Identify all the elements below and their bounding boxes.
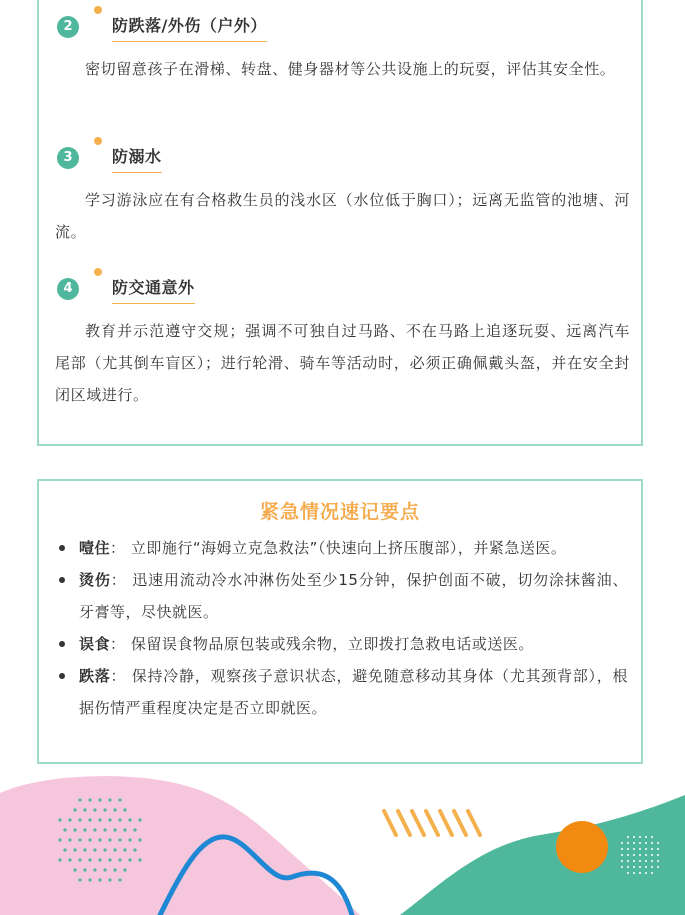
dot	[108, 838, 111, 841]
dot	[98, 878, 101, 881]
list-item	[55, 564, 628, 628]
dot	[651, 854, 653, 856]
dot	[123, 848, 126, 851]
item-text: 保留误食物品原包装或残余物，立即拨打急救电话或送医。	[130, 635, 534, 653]
dot	[633, 848, 635, 850]
item-term: 噎住	[79, 539, 111, 557]
dot	[113, 868, 116, 871]
emergency-list	[55, 532, 628, 724]
dot	[68, 838, 71, 841]
dot	[118, 798, 121, 801]
dot	[657, 866, 659, 868]
dot	[118, 818, 121, 821]
dot	[657, 842, 659, 844]
dot	[98, 858, 101, 861]
item-separator: ：	[110, 539, 126, 557]
dot	[627, 854, 629, 856]
item-text: 立即施行“海姆立克急救法”（快速向上挤压腹部），并紧急送医。	[130, 539, 567, 557]
dot	[108, 878, 111, 881]
emergency-card	[37, 479, 643, 764]
orange-dot-icon	[94, 137, 102, 145]
section-body: 教育并示范遵守交规；强调不可独自过马路、不在马路上追逐玩耍、远离汽车尾部（尤其倒车盲区）；进行轮滑、骑车等活动时，必须正确佩戴头盔，并在安全封闭区域进行。	[55, 322, 630, 404]
dot	[98, 818, 101, 821]
bullet-icon	[59, 641, 65, 647]
dot	[138, 838, 141, 841]
dot	[645, 842, 647, 844]
dot	[118, 878, 121, 881]
emergency-title: 紧急情况速记要点	[259, 501, 420, 523]
bullet-icon	[59, 577, 65, 583]
dot	[645, 872, 647, 874]
section-number-badge: 4	[57, 278, 79, 300]
dot	[651, 860, 653, 862]
item-term: 跌落	[79, 667, 111, 685]
dot	[645, 866, 647, 868]
dot	[633, 860, 635, 862]
dot	[627, 836, 629, 838]
dot	[123, 868, 126, 871]
dot	[123, 808, 126, 811]
dot	[78, 858, 81, 861]
orange-dot-icon	[94, 6, 102, 14]
section-title: 防溺水	[112, 144, 162, 173]
list-item	[55, 532, 628, 564]
pink-blob-shape	[0, 776, 360, 915]
dot	[633, 854, 635, 856]
dot	[627, 872, 629, 874]
dot	[78, 818, 81, 821]
dot	[123, 828, 126, 831]
dot	[93, 808, 96, 811]
dot	[621, 848, 623, 850]
item-text: 保持冷静，观察孩子意识状态，避免随意移动其身体（尤其颈背部），根据伤情严重程度决定是否立即就医。	[79, 667, 628, 717]
dot	[627, 848, 629, 850]
dot	[78, 878, 81, 881]
dot	[639, 860, 641, 862]
dot	[633, 836, 635, 838]
list-item	[55, 660, 628, 724]
dot	[58, 838, 61, 841]
dot	[651, 866, 653, 868]
dot	[621, 866, 623, 868]
section-title: 防交通意外	[112, 275, 195, 304]
dot	[621, 860, 623, 862]
bullet-icon	[59, 673, 65, 679]
dot	[621, 842, 623, 844]
dot	[651, 848, 653, 850]
item-separator: ：	[110, 571, 127, 589]
dot	[58, 858, 61, 861]
dot	[73, 808, 76, 811]
dot	[128, 838, 131, 841]
dot	[83, 808, 86, 811]
dot	[63, 828, 66, 831]
orange-stripes-icon	[384, 811, 480, 835]
dot	[639, 848, 641, 850]
dot	[83, 868, 86, 871]
dot	[645, 860, 647, 862]
dot	[108, 818, 111, 821]
dot	[639, 836, 641, 838]
dot	[78, 798, 81, 801]
dot	[73, 868, 76, 871]
dot	[103, 808, 106, 811]
dot	[88, 878, 91, 881]
dot	[63, 848, 66, 851]
orange-circle-shape	[556, 821, 608, 873]
dot	[627, 842, 629, 844]
dot	[88, 838, 91, 841]
dot	[645, 836, 647, 838]
item-term: 烫伤	[79, 571, 111, 589]
section-number-badge: 3	[57, 147, 79, 169]
orange-dot-icon	[94, 268, 102, 276]
dot	[103, 868, 106, 871]
section-body: 密切留意孩子在滑梯、转盘、健身器材等公共设施上的玩耍，评估其安全性。	[85, 60, 616, 78]
dot	[621, 854, 623, 856]
section-number-badge: 2	[57, 16, 79, 38]
dot	[68, 818, 71, 821]
dot	[639, 842, 641, 844]
dot	[93, 848, 96, 851]
dot	[633, 842, 635, 844]
dot	[133, 828, 136, 831]
item-separator: ：	[110, 635, 126, 653]
dot	[128, 818, 131, 821]
dot	[657, 860, 659, 862]
list-item	[55, 628, 628, 660]
dot	[108, 798, 111, 801]
dot	[93, 868, 96, 871]
dot	[639, 872, 641, 874]
dot	[83, 848, 86, 851]
dot	[645, 854, 647, 856]
dot	[93, 828, 96, 831]
dot	[639, 854, 641, 856]
dot	[113, 848, 116, 851]
dot	[88, 858, 91, 861]
dot	[651, 836, 653, 838]
item-separator: ：	[110, 667, 127, 685]
item-text: 迅速用流动冷水冲淋伤处至少15分钟，保护创面不破，切勿涂抹酱油、牙膏等，尽快就医。	[79, 571, 628, 621]
dot	[633, 866, 635, 868]
dot	[78, 838, 81, 841]
dot	[128, 858, 131, 861]
safety-tips-card	[37, 0, 643, 446]
dot	[98, 838, 101, 841]
dot	[103, 828, 106, 831]
section-title: 防跌落/外伤（户外）	[112, 13, 267, 42]
dot	[627, 866, 629, 868]
dot	[138, 858, 141, 861]
dot	[58, 818, 61, 821]
dot	[68, 858, 71, 861]
dot	[113, 808, 116, 811]
dot	[108, 858, 111, 861]
dot	[88, 818, 91, 821]
bullet-icon	[59, 545, 65, 551]
section-body: 学习游泳应在有合格救生员的浅水区（水位低于胸口）；远离无监管的池塘、河流。	[55, 191, 630, 241]
dot	[645, 848, 647, 850]
dot	[651, 842, 653, 844]
dot	[133, 848, 136, 851]
dot	[103, 848, 106, 851]
dot	[73, 828, 76, 831]
dot	[633, 872, 635, 874]
dot	[118, 858, 121, 861]
dot	[118, 838, 121, 841]
dot	[113, 828, 116, 831]
dot	[138, 818, 141, 821]
dot	[651, 872, 653, 874]
dot	[627, 860, 629, 862]
item-term: 误食	[79, 635, 111, 653]
dot	[639, 866, 641, 868]
decorative-footer	[0, 765, 685, 915]
dot	[98, 798, 101, 801]
dot	[88, 798, 91, 801]
dot	[83, 828, 86, 831]
dot	[657, 848, 659, 850]
dot	[657, 854, 659, 856]
dot	[73, 848, 76, 851]
